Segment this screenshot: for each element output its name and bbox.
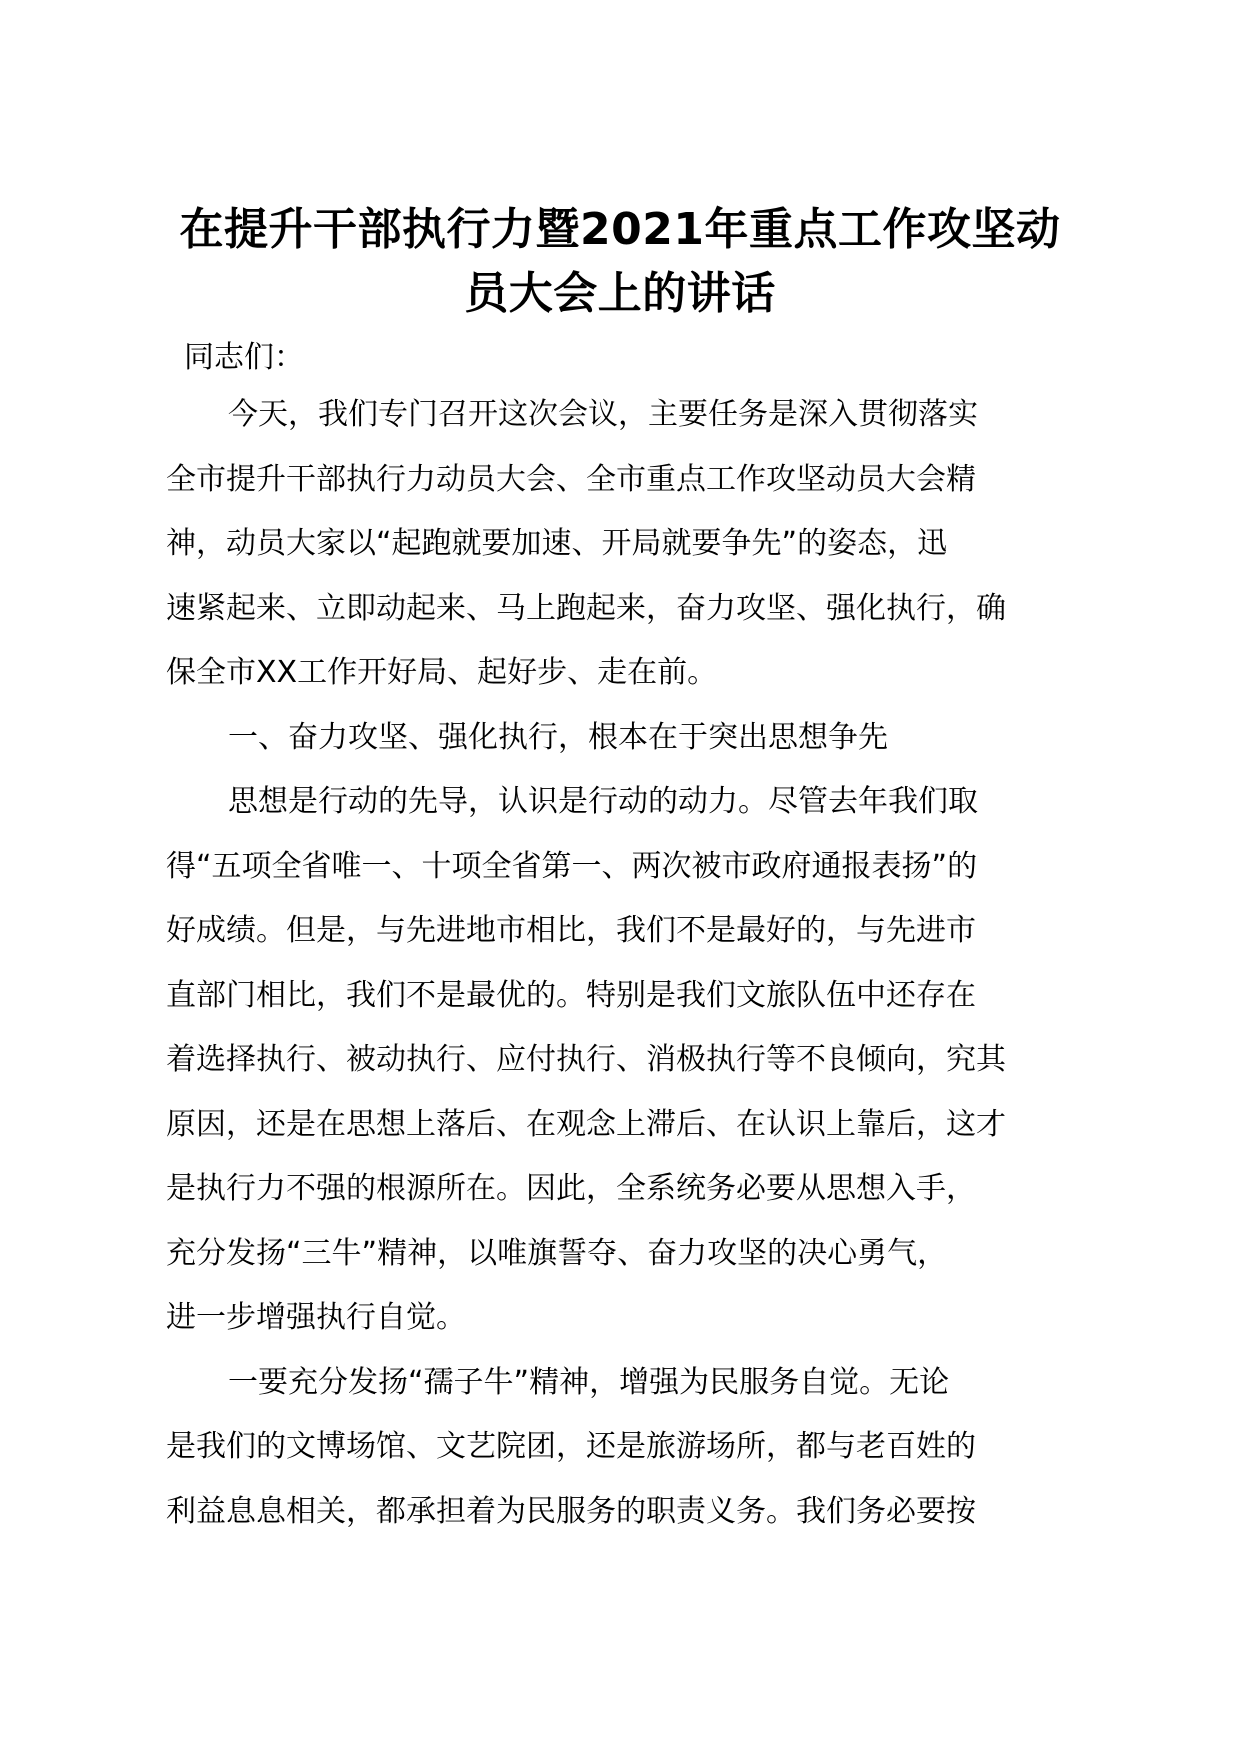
paragraph-line: 着选择执行、被动执行、应付执行、消极执行等不良倾向，究其 bbox=[166, 1042, 1006, 1077]
paragraph-line: 好成绩。但是，与先进地市相比，我们不是最好的，与先进市 bbox=[166, 913, 976, 948]
paragraph-line: 是我们的文博场馆、文艺院团，还是旅游场所，都与老百姓的 bbox=[166, 1429, 976, 1464]
paragraph-intro bbox=[166, 383, 1086, 706]
paragraph-line: 全市提升干部执行力动员大会、全市重点工作攻坚动员大会精 bbox=[166, 461, 976, 497]
paragraph-line: 今天，我们专门召开这次会议，主要任务是深入贯彻落实 bbox=[228, 397, 978, 432]
paragraph-ruzi-niu bbox=[166, 1351, 1086, 1545]
paragraph-line: 一要充分发扬“孺子牛”精神，增强为民服务自觉。无论 bbox=[228, 1364, 950, 1400]
paragraph-line: 保全市XX工作开好局、起好步、走在前。 bbox=[166, 655, 718, 690]
title-line-2: 员大会上的讲话 bbox=[464, 268, 776, 319]
title-line-1: 在提升干部执行力暨2021年重点工作攻坚动 bbox=[179, 204, 1061, 255]
salutation: 同志们： bbox=[184, 340, 304, 375]
paragraph-line: 充分发扬“三牛”精神，以唯旗誓夺、奋力攻坚的决心勇气， bbox=[166, 1235, 948, 1271]
paragraph-line: 速紧起来、立即动起来、马上跑起来，奋力攻坚、强化执行，确 bbox=[166, 590, 1006, 626]
paragraph-line: 直部门相比，我们不是最优的。特别是我们文旅队伍中还存在 bbox=[166, 977, 976, 1013]
document-body bbox=[166, 333, 1086, 1544]
paragraph-line: 是执行力不强的根源所在。因此，全系统务必要从思想入手， bbox=[166, 1171, 976, 1206]
paragraph-line: 原因，还是在思想上落后、在观念上滞后、在认识上靠后，这才 bbox=[166, 1106, 1006, 1142]
paragraph-line: 进一步增强执行自觉。 bbox=[166, 1300, 466, 1335]
paragraph-line: 神，动员大家以“起跑就要加速、开局就要争先”的姿态，迅 bbox=[166, 526, 948, 561]
paragraph-line: 得“五项全省唯一、十项全省第一、两次被市政府通报表扬”的 bbox=[166, 848, 978, 884]
paragraph-line: 思想是行动的先导，认识是行动的动力。尽管去年我们取 bbox=[228, 784, 978, 819]
paragraph-line: 利益息息相关，都承担着为民服务的职责义务。我们务必要按 bbox=[166, 1493, 976, 1529]
section-heading-1: 一、奋力攻坚、强化执行，根本在于突出思想争先 bbox=[228, 719, 888, 755]
document-title bbox=[160, 198, 1080, 326]
paragraph-thought bbox=[166, 770, 1086, 1351]
